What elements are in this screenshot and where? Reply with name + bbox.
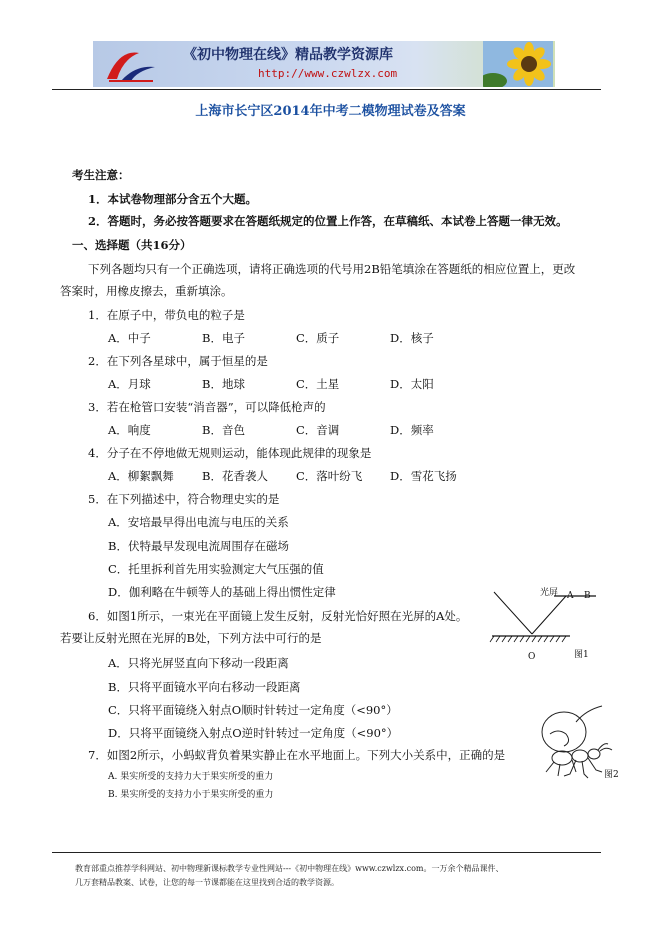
option-b: B．地球	[202, 377, 245, 391]
option-b: B．电子	[202, 331, 245, 345]
figure-1-label-a: A	[567, 591, 574, 601]
page-title: 上海市长宁区2014年中考二模物理试卷及答案	[195, 104, 466, 119]
option-d: D．雪花飞扬	[390, 469, 457, 483]
question-stem: 7．如图2所示，小蚂蚁背负着果实静止在水平地面上。下列大小关系中，正确的是	[88, 748, 506, 762]
question-stem: 若要让反射光照在光屏的B处，下列方法中可行的是	[60, 631, 322, 645]
option-b: B．伏特最早发现电流周围存在磁场	[108, 539, 289, 553]
question-stem: 6．如图1所示，一束光在平面镜上发生反射，反射光恰好照在光屏的A处。	[88, 609, 468, 623]
option-b: B．音色	[202, 423, 245, 437]
figure-2-caption: 图2	[604, 770, 619, 780]
question-stem: 2．在下列各星球中，属于恒星的是	[88, 354, 268, 368]
section-instruction: 答案时，用橡皮擦去，重新填涂。	[60, 284, 233, 298]
option-c: C．质子	[296, 331, 340, 345]
footer-line: 几万套精品教案、试卷，让您的每一节课都能在这里找到合适的教学资源。	[75, 878, 339, 887]
option-a: A．安培最早得出电流与电压的关系	[108, 515, 289, 529]
option-c: C．落叶纷飞	[296, 469, 363, 483]
notice-heading: 考生注意：	[72, 168, 130, 182]
banner-url[interactable]: http://www.czwlzx.com	[258, 67, 398, 80]
figure-1-label-b: B	[584, 591, 591, 601]
option-b: B．花香袭人	[202, 469, 268, 483]
option-c: C．土星	[296, 377, 340, 391]
option-b: B. 果实所受的支持力小于果实所受的重力	[108, 790, 274, 800]
sunflower-icon	[483, 41, 553, 87]
option-d: D．太阳	[390, 377, 434, 391]
question-stem: 4．分子在不停地做无规则运动，能体现此规律的现象是	[88, 446, 372, 460]
option-c: C．音调	[296, 423, 340, 437]
notice-item: 1．本试卷物理部分含五个大题。	[88, 192, 257, 206]
option-a: A．中子	[108, 331, 151, 345]
footer-line: 教育部重点推荐学科网站、初中物理新课标教学专业性网站---《初中物理在线》www.czwlzx.com。一万余个精品课件、	[75, 864, 504, 873]
option-c: C．只将平面镜绕入射点O顺时针转过一定角度（<90°）	[108, 703, 398, 717]
question-stem: 5．在下列描述中，符合物理史实的是	[88, 492, 280, 506]
option-a: A. 果实所受的支持力大于果实所受的重力	[108, 772, 274, 782]
option-b: B．只将平面镜水平向右移动一段距离	[108, 680, 301, 694]
option-d: D．伽利略在牛顿等人的基础上得出惯性定律	[108, 585, 336, 599]
header-banner	[93, 41, 555, 87]
option-a: A．柳絮飘舞	[108, 469, 174, 483]
option-d: D．核子	[390, 331, 434, 345]
figure-1-screen-label: 光屏	[540, 588, 559, 598]
site-logo	[101, 45, 161, 85]
section-heading: 一、选择题（共16分）	[72, 238, 192, 252]
option-c: C．托里拆利首先用实验测定大气压强的值	[108, 562, 324, 576]
figure-1-label-o: O	[528, 652, 536, 662]
footer-rule	[52, 852, 601, 853]
figure-1-caption: 图1	[574, 650, 589, 660]
banner-brand: 《初中物理在线》精品教学资源库	[183, 47, 393, 63]
header-rule	[52, 89, 601, 90]
question-stem: 3．若在枪管口安装“消音器”，可以降低枪声的	[88, 400, 326, 414]
question-stem: 1．在原子中，带负电的粒子是	[88, 308, 245, 322]
section-instruction: 下列各题均只有一个正确选项，请将正确选项的代号用2B铅笔填涂在答题纸的相应位置上，更改	[88, 262, 576, 276]
option-d: D．只将平面镜绕入射点O逆时针转过一定角度（<90°）	[108, 726, 399, 740]
option-a: A．月球	[108, 377, 151, 391]
notice-item: 2．答题时，务必按答题要求在答题纸规定的位置上作答，在草稿纸、本试卷上答题一律无效。	[88, 214, 568, 228]
option-a: A．响度	[108, 423, 151, 437]
option-d: D．频率	[390, 423, 434, 437]
option-a: A．只将光屏竖直向下移动一段距离	[108, 656, 289, 670]
